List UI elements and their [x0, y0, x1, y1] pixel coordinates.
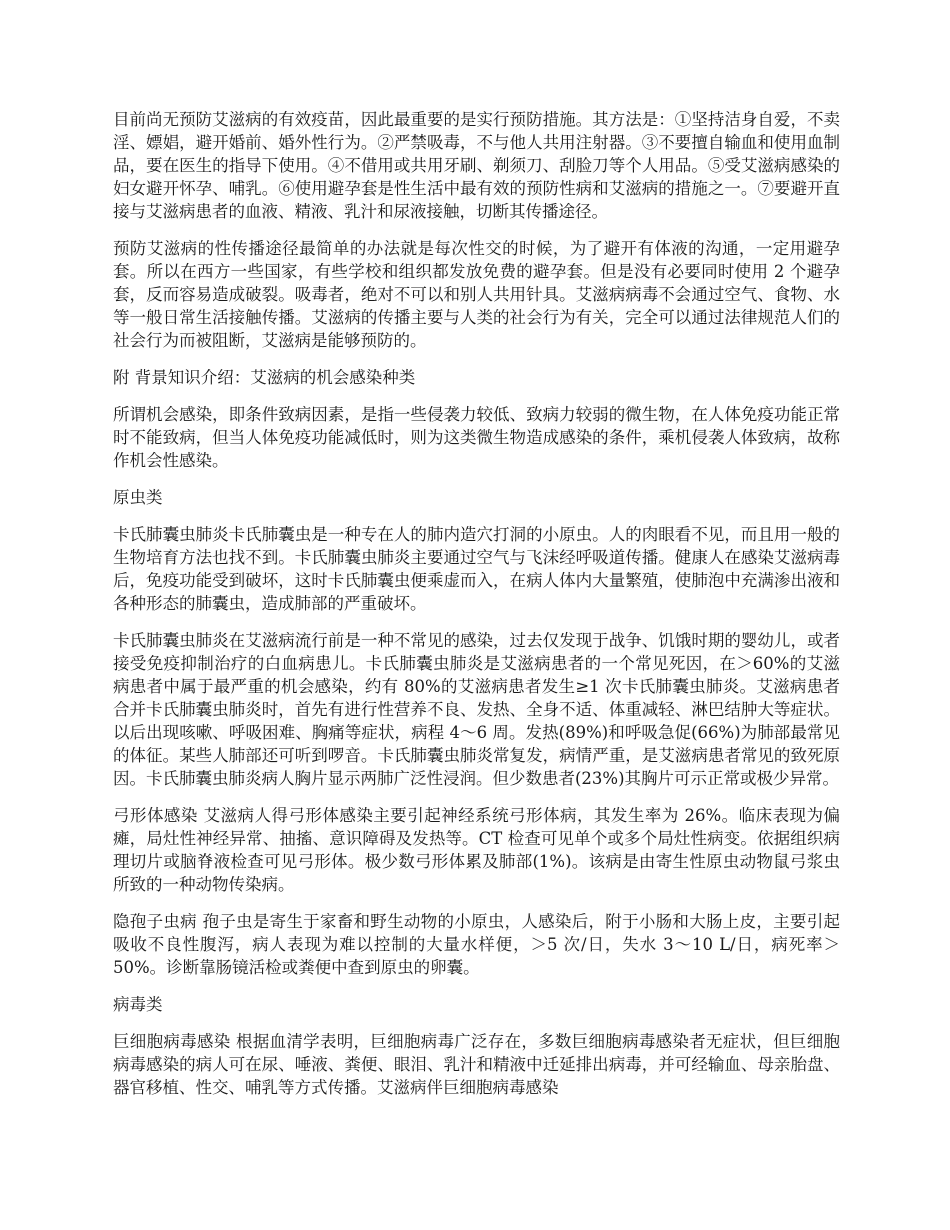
- paragraph-sexual-transmission: 预防艾滋病的性传播途径最简单的办法就是每次性交的时候，为了避开有体液的沟通，一定用避孕套。所以在西方一些国家，有些学校和组织都发放免费的避孕套。但是没有必要同时使用 2 个避孕套，反而容易造成破裂。吸毒者，绝对不可以和别人共用针具。艾滋病病毒不会通过空气、食物、水等一般日常生活接触传播。艾滋病的传播主要与人类的社会行为有关，完全可以通过法律规范人们的社会行为而被阻断，艾滋病是能够预防的。: [113, 239, 840, 350]
- paragraph-prevention-measures: 目前尚无预防艾滋病的有效疫苗，因此最重要的是实行预防措施。其方法是：①坚持洁身自爱，不卖淫、嫖娼，避开婚前、婚外性行为。②严禁吸毒，不与他人共用注射器。③不要擅自输血和使用血制品，要在医生的指导下使用。④不借用或共用牙刷、剃须刀、刮脸刀等个人用品。⑤受艾滋病感染的妇女避开怀孕、哺乳。⑥使用避孕套是性生活中最有效的预防性病和艾滋病的措施之一。⑦要避开直接与艾滋病患者的血液、精液、乳汁和尿液接触，切断其传播途径。: [113, 110, 840, 221]
- paragraph-pcp-intro: 卡氏肺囊虫肺炎卡氏肺囊虫是一种专在人的肺内造穴打洞的小原虫。人的肉眼看不见，而且用一般的生物培育方法也找不到。卡氏肺囊虫肺炎主要通过空气与飞沫经呼吸道传播。健康人在感染艾滋病毒后，免疫功能受到破坏，这时卡氏肺囊虫便乘虚而入，在病人体内大量繁殖，使肺泡中充满渗出液和各种形态的肺囊虫，造成肺部的严重破坏。: [113, 525, 840, 613]
- document-body: [113, 108, 840, 1113]
- section-heading-background: 附 背景知识介绍：艾滋病的机会感染种类: [113, 368, 416, 387]
- paragraph-opportunistic-definition: 所谓机会感染，即条件致病因素，是指一些侵袭力较低、致病力较弱的微生物，在人体免疫功能正常时不能致病，但当人体免疫功能减低时，则为这类微生物造成感染的条件，乘机侵袭人体致病，故称作机会性感染。: [113, 405, 840, 470]
- paragraph-cmv: 巨细胞病毒感染 根据血清学表明，巨细胞病毒广泛存在，多数巨细胞病毒感染者无症状，但巨细胞病毒感染的病人可在尿、唾液、粪便、眼泪、乳汁和精液中迁延排出病毒，并可经输血、母亲胎盘、器官移植、性交、哺乳等方式传播。艾滋病伴巨细胞病毒感染: [113, 1032, 840, 1097]
- paragraph-toxoplasma: 弓形体感染 艾滋病人得弓形体感染主要引起神经系统弓形体病，其发生率为 26%。临床表现为偏瘫，局灶性神经异常、抽搐、意识障碍及发热等。CT 检查可见单个或多个局灶性病变。依据组织病理切片或脑脊液检查可见弓形体。极少数弓形体累及肺部(1%)。该病是由寄生性原虫动物鼠弓浆虫所致的一种动物传染病。: [113, 806, 840, 894]
- paragraph-pcp-details: 卡氏肺囊虫肺炎在艾滋病流行前是一种不常见的感染，过去仅发现于战争、饥饿时期的婴幼儿，或者接受免疫抑制治疗的白血病患儿。卡氏肺囊虫肺炎是艾滋病患者的一个常见死因，在＞60%的艾滋病患者中属于最严重的机会感染，约有 80%的艾滋病患者发生≥1 次卡氏肺囊虫肺炎。艾滋病患者合并卡氏肺囊虫肺炎时，首先有进行性营养不良、发热、全身不适、体重减轻、淋巴结肿大等症状。以后出现咳嗽、呼吸困难、胸痛等症状，病程 4～6 周。发热(89%)和呼吸急促(66%)为肺部最常见的体征。某些人肺部还可听到啰音。卡氏肺囊虫肺炎常复发，病情严重，是艾滋病患者常见的致死原因。卡氏肺囊虫肺炎病人胸片显示两肺广泛性浸润。但少数患者(23%)其胸片可示正常或极少异常。: [113, 631, 840, 788]
- section-heading-viruses: 病毒类: [113, 995, 163, 1014]
- section-heading-protozoa: 原虫类: [113, 488, 163, 507]
- paragraph-cryptosporidium: 隐孢子虫病 孢子虫是寄生于家畜和野生动物的小原虫，人感染后，附于小肠和大肠上皮，主要引起吸收不良性腹泻，病人表现为难以控制的大量水样便，＞5 次/日，失水 3～10 L/日，病死率＞50%。诊断靠肠镜活检或粪便中查到原虫的卵囊。: [113, 912, 840, 977]
